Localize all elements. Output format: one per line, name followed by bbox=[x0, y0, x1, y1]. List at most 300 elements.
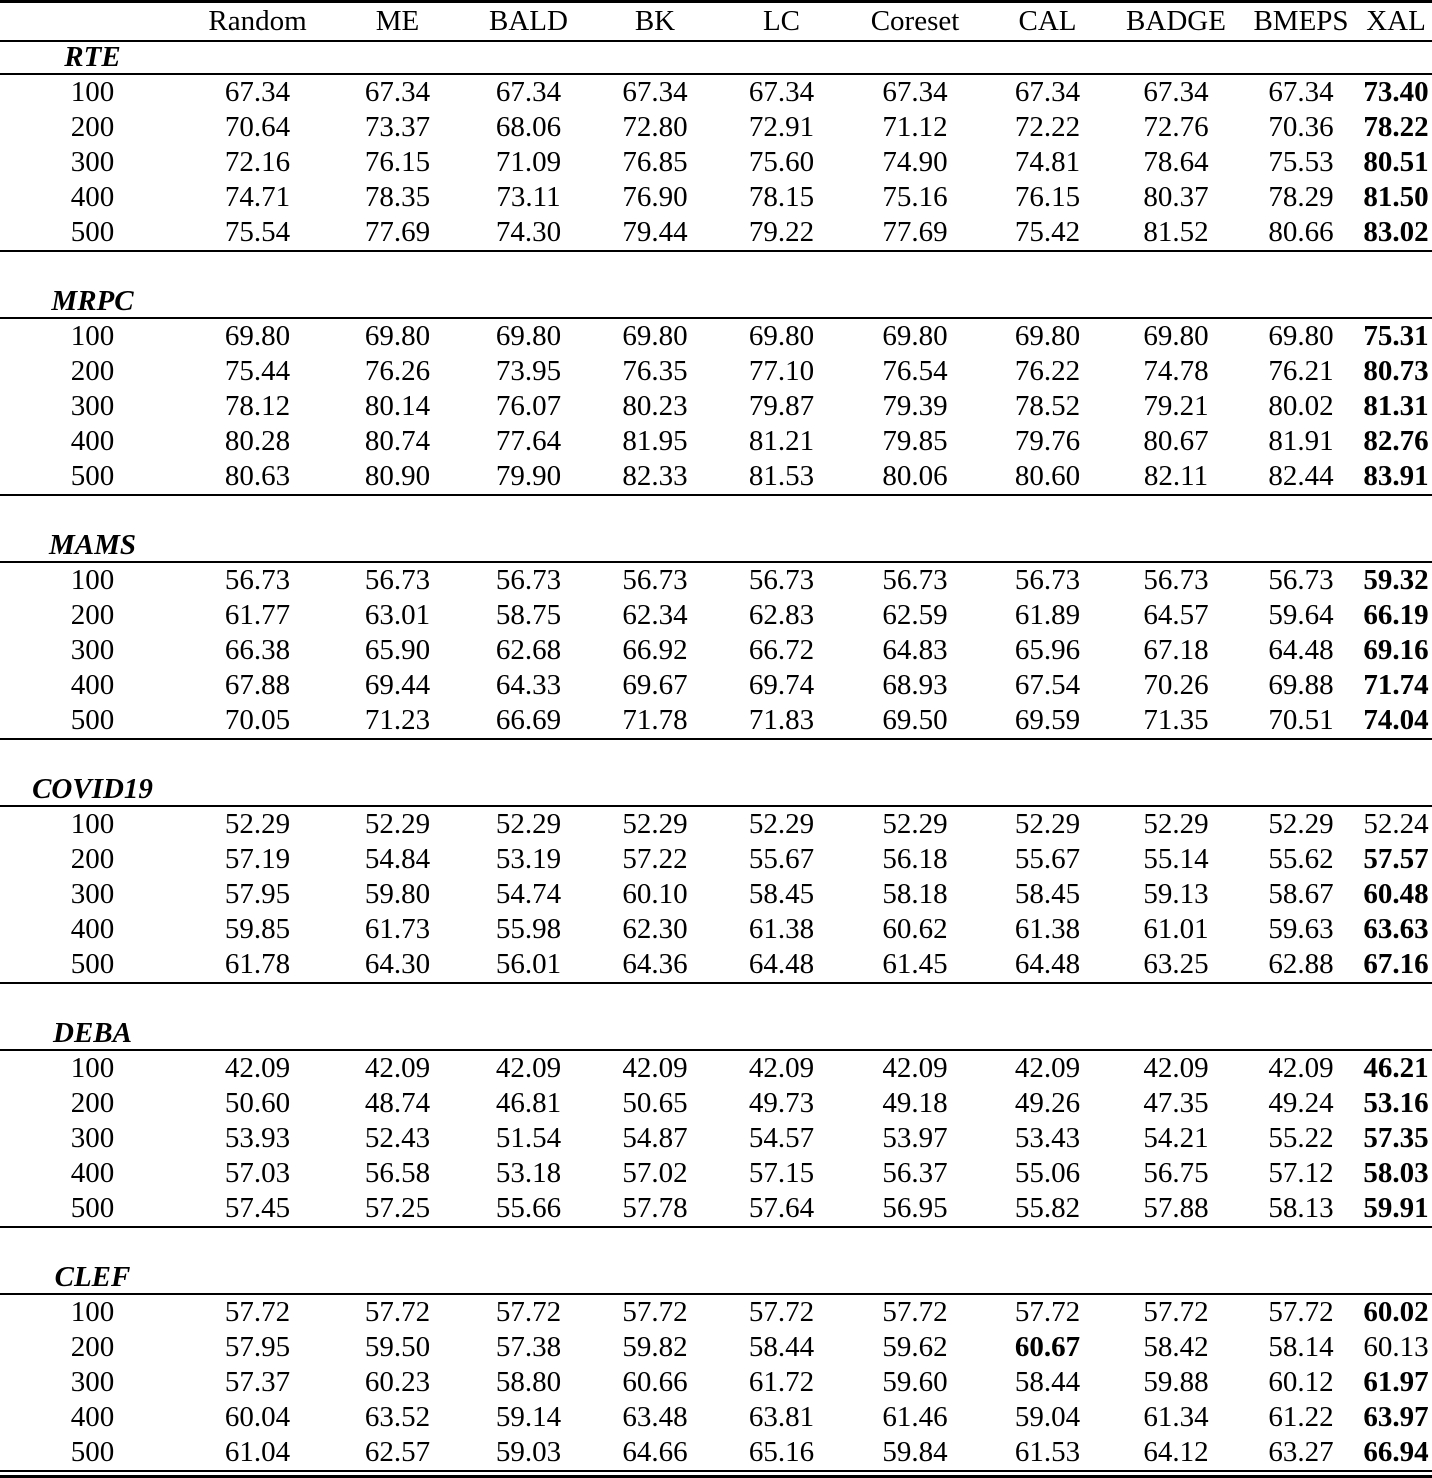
table-row bbox=[0, 633, 1432, 668]
table-row bbox=[0, 807, 1432, 842]
metric-value: 59.32 bbox=[1363, 564, 1429, 596]
column-header: CAL bbox=[1018, 5, 1077, 37]
metric-value: 61.45 bbox=[882, 948, 948, 980]
metric-value: 63.97 bbox=[1363, 1401, 1429, 1433]
metric-value: 73.11 bbox=[496, 181, 561, 213]
metric-value: 57.25 bbox=[364, 1192, 431, 1224]
table-row bbox=[0, 1156, 1432, 1191]
column-header: XAL bbox=[1366, 5, 1426, 37]
section-label: RTE bbox=[64, 41, 121, 73]
metric-value: 61.38 bbox=[748, 913, 815, 945]
row-size-label: 500 bbox=[70, 216, 115, 248]
metric-value: 69.80 bbox=[224, 320, 291, 352]
section-rows bbox=[0, 1051, 1432, 1226]
table-row bbox=[0, 842, 1432, 877]
metric-value: 69.59 bbox=[1014, 704, 1081, 736]
metric-value: 62.88 bbox=[1268, 948, 1334, 980]
metric-value: 57.72 bbox=[748, 1296, 815, 1328]
metric-value: 57.15 bbox=[748, 1157, 815, 1189]
metric-value: 80.90 bbox=[364, 460, 431, 492]
row-size-label: 500 bbox=[70, 948, 115, 980]
metric-value: 62.34 bbox=[622, 599, 688, 631]
metric-value: 67.34 bbox=[748, 76, 815, 108]
table-row bbox=[0, 75, 1432, 110]
metric-value: 69.67 bbox=[622, 669, 688, 701]
metric-value: 68.93 bbox=[882, 669, 948, 701]
metric-value: 78.52 bbox=[1014, 390, 1081, 422]
metric-value: 73.37 bbox=[364, 111, 431, 143]
metric-value: 69.80 bbox=[1268, 320, 1334, 352]
column-header: BMEPS bbox=[1253, 5, 1349, 37]
metric-value: 62.68 bbox=[495, 634, 562, 666]
metric-value: 74.30 bbox=[495, 216, 562, 248]
metric-value: 57.37 bbox=[224, 1366, 291, 1398]
metric-value: 70.26 bbox=[1143, 669, 1209, 701]
table-row bbox=[0, 1330, 1432, 1365]
table-row bbox=[0, 1295, 1432, 1330]
metric-value: 57.19 bbox=[224, 843, 291, 875]
row-size-label: 300 bbox=[70, 634, 115, 666]
metric-value: 52.43 bbox=[364, 1122, 431, 1154]
metric-value: 71.23 bbox=[364, 704, 431, 736]
metric-value: 51.54 bbox=[495, 1122, 562, 1154]
metric-value: 67.34 bbox=[1268, 76, 1334, 108]
metric-value: 76.15 bbox=[364, 146, 431, 178]
table-section bbox=[0, 530, 1432, 774]
row-size-label: 400 bbox=[70, 1157, 115, 1189]
metric-value: 80.23 bbox=[622, 390, 688, 422]
metric-value: 67.34 bbox=[495, 76, 562, 108]
section-rows bbox=[0, 1295, 1432, 1470]
metric-value: 67.34 bbox=[1014, 76, 1081, 108]
section-rows bbox=[0, 807, 1432, 982]
metric-value: 81.95 bbox=[622, 425, 688, 457]
metric-value: 56.73 bbox=[748, 564, 815, 596]
metric-value: 52.29 bbox=[1143, 808, 1209, 840]
metric-value: 77.69 bbox=[364, 216, 431, 248]
metric-value: 69.80 bbox=[364, 320, 431, 352]
section-spacer bbox=[0, 740, 1432, 774]
metric-value: 57.72 bbox=[1014, 1296, 1081, 1328]
metric-value: 76.07 bbox=[495, 390, 562, 422]
metric-value: 54.21 bbox=[1143, 1122, 1209, 1154]
metric-value: 56.18 bbox=[882, 843, 948, 875]
metric-value: 55.22 bbox=[1268, 1122, 1334, 1154]
metric-value: 57.03 bbox=[224, 1157, 291, 1189]
section-label: COVID19 bbox=[32, 773, 153, 805]
metric-value: 58.03 bbox=[1363, 1157, 1429, 1189]
metric-value: 56.73 bbox=[224, 564, 291, 596]
metric-value: 73.95 bbox=[495, 355, 562, 387]
table-section bbox=[0, 42, 1432, 286]
metric-value: 75.16 bbox=[882, 181, 948, 213]
metric-value: 72.16 bbox=[224, 146, 291, 178]
table-row bbox=[0, 1400, 1432, 1435]
column-header: BALD bbox=[489, 5, 568, 37]
section-label-row bbox=[0, 774, 1432, 805]
metric-value: 59.88 bbox=[1143, 1366, 1209, 1398]
metric-value: 58.67 bbox=[1268, 878, 1334, 910]
metric-value: 55.67 bbox=[1014, 843, 1081, 875]
metric-value: 75.54 bbox=[224, 216, 291, 248]
metric-value: 61.78 bbox=[224, 948, 291, 980]
metric-value: 59.82 bbox=[622, 1331, 688, 1363]
metric-value: 42.09 bbox=[224, 1052, 291, 1084]
metric-value: 80.63 bbox=[224, 460, 291, 492]
section-rows bbox=[0, 75, 1432, 250]
section-label-row bbox=[0, 530, 1432, 561]
row-size-label: 200 bbox=[70, 355, 115, 387]
metric-value: 59.84 bbox=[882, 1436, 948, 1468]
metric-value: 57.95 bbox=[224, 878, 291, 910]
metric-value: 56.73 bbox=[1143, 564, 1209, 596]
metric-value: 52.29 bbox=[495, 808, 562, 840]
metric-value: 67.34 bbox=[364, 76, 431, 108]
row-size-label: 400 bbox=[70, 181, 115, 213]
metric-value: 69.80 bbox=[495, 320, 562, 352]
metric-value: 72.76 bbox=[1143, 111, 1209, 143]
metric-value: 83.91 bbox=[1363, 460, 1429, 492]
metric-value: 79.76 bbox=[1014, 425, 1081, 457]
row-size-label: 200 bbox=[70, 843, 115, 875]
metric-value: 57.02 bbox=[622, 1157, 688, 1189]
metric-value: 66.94 bbox=[1363, 1436, 1429, 1468]
metric-value: 49.26 bbox=[1014, 1087, 1081, 1119]
table-row bbox=[0, 598, 1432, 633]
metric-value: 74.04 bbox=[1363, 704, 1429, 736]
metric-value: 78.15 bbox=[748, 181, 815, 213]
row-size-label: 100 bbox=[70, 1296, 115, 1328]
metric-value: 42.09 bbox=[1268, 1052, 1334, 1084]
metric-value: 52.29 bbox=[224, 808, 291, 840]
metric-value: 47.35 bbox=[1143, 1087, 1209, 1119]
metric-value: 58.44 bbox=[748, 1331, 815, 1363]
metric-value: 60.04 bbox=[224, 1401, 291, 1433]
row-size-label: 400 bbox=[70, 1401, 115, 1433]
metric-value: 71.78 bbox=[622, 704, 688, 736]
section-label-row bbox=[0, 286, 1432, 317]
metric-value: 80.73 bbox=[1363, 355, 1429, 387]
table-row bbox=[0, 1121, 1432, 1156]
metric-value: 57.22 bbox=[622, 843, 688, 875]
metric-value: 57.72 bbox=[882, 1296, 948, 1328]
column-header: LC bbox=[762, 5, 801, 37]
metric-value: 54.84 bbox=[364, 843, 431, 875]
metric-value: 81.31 bbox=[1363, 390, 1429, 422]
metric-value: 53.97 bbox=[882, 1122, 948, 1154]
metric-value: 71.74 bbox=[1363, 669, 1429, 701]
metric-value: 55.98 bbox=[495, 913, 562, 945]
metric-value: 52.24 bbox=[1363, 808, 1429, 840]
metric-value: 60.10 bbox=[622, 878, 688, 910]
metric-value: 60.13 bbox=[1363, 1331, 1429, 1363]
metric-value: 80.37 bbox=[1143, 181, 1209, 213]
table-row bbox=[0, 703, 1432, 738]
metric-value: 55.66 bbox=[495, 1192, 562, 1224]
metric-value: 69.16 bbox=[1363, 634, 1429, 666]
metric-value: 42.09 bbox=[1014, 1052, 1081, 1084]
table-row bbox=[0, 354, 1432, 389]
metric-value: 57.95 bbox=[224, 1331, 291, 1363]
metric-value: 57.72 bbox=[1143, 1296, 1209, 1328]
table-row bbox=[0, 389, 1432, 424]
metric-value: 79.22 bbox=[748, 216, 815, 248]
metric-value: 70.05 bbox=[224, 704, 291, 736]
metric-value: 53.93 bbox=[224, 1122, 291, 1154]
metric-value: 81.91 bbox=[1268, 425, 1334, 457]
metric-value: 56.73 bbox=[1014, 564, 1081, 596]
metric-value: 58.75 bbox=[495, 599, 562, 631]
table-row bbox=[0, 424, 1432, 459]
metric-value: 76.21 bbox=[1268, 355, 1334, 387]
row-size-label: 400 bbox=[70, 913, 115, 945]
metric-value: 70.64 bbox=[224, 111, 291, 143]
metric-value: 71.09 bbox=[495, 146, 562, 178]
metric-value: 72.22 bbox=[1014, 111, 1081, 143]
metric-value: 76.35 bbox=[622, 355, 688, 387]
table-row bbox=[0, 1435, 1432, 1470]
metric-value: 82.44 bbox=[1268, 460, 1334, 492]
table-section bbox=[0, 286, 1432, 530]
metric-value: 57.72 bbox=[622, 1296, 688, 1328]
row-size-label: 300 bbox=[70, 1122, 115, 1154]
metric-value: 60.67 bbox=[1014, 1331, 1081, 1363]
metric-value: 52.29 bbox=[1268, 808, 1334, 840]
metric-value: 77.10 bbox=[748, 355, 815, 387]
row-size-label: 300 bbox=[70, 390, 115, 422]
metric-value: 63.52 bbox=[364, 1401, 431, 1433]
row-size-label: 100 bbox=[70, 564, 115, 596]
metric-value: 57.72 bbox=[1268, 1296, 1334, 1328]
metric-value: 69.80 bbox=[1143, 320, 1209, 352]
metric-value: 58.45 bbox=[1014, 878, 1081, 910]
metric-value: 56.58 bbox=[364, 1157, 431, 1189]
metric-value: 49.24 bbox=[1268, 1087, 1334, 1119]
metric-value: 57.38 bbox=[495, 1331, 562, 1363]
metric-value: 77.64 bbox=[495, 425, 562, 457]
metric-value: 59.03 bbox=[495, 1436, 562, 1468]
metric-value: 67.54 bbox=[1014, 669, 1081, 701]
metric-value: 76.22 bbox=[1014, 355, 1081, 387]
row-size-label: 400 bbox=[70, 669, 115, 701]
metric-value: 63.25 bbox=[1143, 948, 1209, 980]
metric-value: 56.73 bbox=[1268, 564, 1334, 596]
section-spacer bbox=[0, 252, 1432, 286]
metric-value: 79.44 bbox=[622, 216, 688, 248]
metric-value: 42.09 bbox=[1143, 1052, 1209, 1084]
metric-value: 80.66 bbox=[1268, 216, 1334, 248]
metric-value: 67.88 bbox=[224, 669, 291, 701]
metric-value: 60.48 bbox=[1363, 878, 1429, 910]
metric-value: 64.83 bbox=[882, 634, 948, 666]
metric-value: 56.37 bbox=[882, 1157, 948, 1189]
metric-value: 58.45 bbox=[748, 878, 815, 910]
section-rows bbox=[0, 563, 1432, 738]
metric-value: 56.75 bbox=[1143, 1157, 1209, 1189]
row-size-label: 500 bbox=[70, 1436, 115, 1468]
metric-value: 64.12 bbox=[1143, 1436, 1209, 1468]
table-row bbox=[0, 180, 1432, 215]
row-size-label: 100 bbox=[70, 1052, 115, 1084]
metric-value: 80.28 bbox=[224, 425, 291, 457]
metric-value: 61.53 bbox=[1014, 1436, 1081, 1468]
metric-value: 62.59 bbox=[882, 599, 948, 631]
metric-value: 61.38 bbox=[1014, 913, 1081, 945]
metric-value: 74.90 bbox=[882, 146, 948, 178]
section-label-row bbox=[0, 1018, 1432, 1049]
metric-value: 52.29 bbox=[1014, 808, 1081, 840]
column-header: Random bbox=[208, 5, 307, 37]
row-size-label: 200 bbox=[70, 111, 115, 143]
row-size-label: 100 bbox=[70, 76, 115, 108]
metric-value: 57.45 bbox=[224, 1192, 291, 1224]
metric-value: 49.18 bbox=[882, 1087, 948, 1119]
metric-value: 56.73 bbox=[364, 564, 431, 596]
metric-value: 69.88 bbox=[1268, 669, 1334, 701]
metric-value: 64.33 bbox=[495, 669, 562, 701]
metric-value: 62.57 bbox=[364, 1436, 431, 1468]
metric-value: 61.97 bbox=[1363, 1366, 1429, 1398]
metric-value: 71.83 bbox=[748, 704, 815, 736]
metric-value: 67.34 bbox=[224, 76, 291, 108]
row-size-label: 100 bbox=[70, 808, 115, 840]
metric-value: 46.81 bbox=[495, 1087, 562, 1119]
metric-value: 53.19 bbox=[495, 843, 562, 875]
metric-value: 66.19 bbox=[1363, 599, 1429, 631]
metric-value: 61.01 bbox=[1143, 913, 1209, 945]
row-size-label: 400 bbox=[70, 425, 115, 457]
section-spacer bbox=[0, 984, 1432, 1018]
metric-value: 70.36 bbox=[1268, 111, 1334, 143]
metric-value: 48.74 bbox=[364, 1087, 431, 1119]
row-size-label: 200 bbox=[70, 1331, 115, 1363]
table-row bbox=[0, 459, 1432, 494]
table-row bbox=[0, 1191, 1432, 1226]
metric-value: 54.87 bbox=[622, 1122, 688, 1154]
metric-value: 75.60 bbox=[748, 146, 815, 178]
metric-value: 52.29 bbox=[622, 808, 688, 840]
metric-value: 56.73 bbox=[882, 564, 948, 596]
section-spacer bbox=[0, 1228, 1432, 1262]
metric-value: 66.72 bbox=[748, 634, 815, 666]
table-row bbox=[0, 215, 1432, 250]
metric-value: 55.06 bbox=[1014, 1157, 1081, 1189]
metric-value: 65.90 bbox=[364, 634, 431, 666]
table-bottom-rule bbox=[0, 1470, 1432, 1478]
metric-value: 61.89 bbox=[1014, 599, 1081, 631]
metric-value: 81.21 bbox=[748, 425, 815, 457]
metric-value: 64.57 bbox=[1143, 599, 1209, 631]
metric-value: 55.14 bbox=[1143, 843, 1209, 875]
metric-value: 59.50 bbox=[364, 1331, 431, 1363]
column-header: BK bbox=[634, 5, 676, 37]
metric-value: 54.74 bbox=[495, 878, 562, 910]
metric-value: 53.43 bbox=[1014, 1122, 1081, 1154]
metric-value: 80.67 bbox=[1143, 425, 1209, 457]
metric-value: 57.35 bbox=[1363, 1122, 1429, 1154]
metric-value: 52.29 bbox=[882, 808, 948, 840]
metric-value: 50.60 bbox=[224, 1087, 291, 1119]
metric-value: 52.29 bbox=[364, 808, 431, 840]
metric-value: 78.35 bbox=[364, 181, 431, 213]
metric-value: 54.57 bbox=[748, 1122, 815, 1154]
section-spacer bbox=[0, 496, 1432, 530]
metric-value: 63.81 bbox=[748, 1401, 815, 1433]
row-size-label: 300 bbox=[70, 1366, 115, 1398]
metric-value: 72.91 bbox=[748, 111, 815, 143]
table-row bbox=[0, 877, 1432, 912]
metric-value: 73.40 bbox=[1363, 76, 1429, 108]
metric-value: 63.01 bbox=[364, 599, 431, 631]
section-label: MRPC bbox=[51, 285, 134, 317]
metric-value: 67.16 bbox=[1363, 948, 1429, 980]
metric-value: 82.33 bbox=[622, 460, 688, 492]
section-rows bbox=[0, 319, 1432, 494]
table-section bbox=[0, 1018, 1432, 1262]
metric-value: 83.02 bbox=[1363, 216, 1429, 248]
metric-value: 55.62 bbox=[1268, 843, 1334, 875]
metric-value: 67.34 bbox=[622, 76, 688, 108]
row-size-label: 200 bbox=[70, 599, 115, 631]
metric-value: 42.09 bbox=[495, 1052, 562, 1084]
table-row bbox=[0, 563, 1432, 598]
metric-value: 76.26 bbox=[364, 355, 431, 387]
metric-value: 56.95 bbox=[882, 1192, 948, 1224]
metric-value: 62.30 bbox=[622, 913, 688, 945]
metric-value: 69.74 bbox=[748, 669, 815, 701]
metric-value: 62.83 bbox=[748, 599, 815, 631]
row-size-label: 500 bbox=[70, 704, 115, 736]
metric-value: 71.12 bbox=[882, 111, 948, 143]
metric-value: 58.44 bbox=[1014, 1366, 1081, 1398]
metric-value: 79.90 bbox=[495, 460, 562, 492]
metric-value: 65.16 bbox=[748, 1436, 815, 1468]
metric-value: 60.02 bbox=[1363, 1296, 1429, 1328]
metric-value: 64.48 bbox=[748, 948, 815, 980]
metric-value: 52.29 bbox=[748, 808, 815, 840]
section-label-row bbox=[0, 1262, 1432, 1293]
metric-value: 79.85 bbox=[882, 425, 948, 457]
metric-value: 57.12 bbox=[1268, 1157, 1334, 1189]
metric-value: 57.72 bbox=[364, 1296, 431, 1328]
metric-value: 64.30 bbox=[364, 948, 431, 980]
metric-value: 57.64 bbox=[748, 1192, 815, 1224]
metric-value: 78.64 bbox=[1143, 146, 1209, 178]
metric-value: 67.34 bbox=[882, 76, 948, 108]
metric-value: 66.92 bbox=[622, 634, 688, 666]
metric-value: 78.12 bbox=[224, 390, 291, 422]
metric-value: 57.72 bbox=[224, 1296, 291, 1328]
metric-value: 60.62 bbox=[882, 913, 948, 945]
metric-value: 67.34 bbox=[1143, 76, 1209, 108]
metric-value: 58.13 bbox=[1268, 1192, 1334, 1224]
metric-value: 74.81 bbox=[1014, 146, 1081, 178]
table-header-row bbox=[0, 3, 1432, 40]
metric-value: 59.91 bbox=[1363, 1192, 1429, 1224]
metric-value: 75.53 bbox=[1268, 146, 1334, 178]
metric-value: 49.73 bbox=[748, 1087, 815, 1119]
column-header: Coreset bbox=[870, 5, 960, 37]
table-sections bbox=[0, 42, 1432, 1470]
section-label: CLEF bbox=[54, 1261, 131, 1293]
metric-value: 42.09 bbox=[364, 1052, 431, 1084]
metric-value: 56.73 bbox=[495, 564, 562, 596]
metric-value: 59.85 bbox=[224, 913, 291, 945]
metric-value: 81.50 bbox=[1363, 181, 1429, 213]
metric-value: 78.29 bbox=[1268, 181, 1334, 213]
metric-value: 59.04 bbox=[1014, 1401, 1081, 1433]
metric-value: 68.06 bbox=[495, 111, 562, 143]
